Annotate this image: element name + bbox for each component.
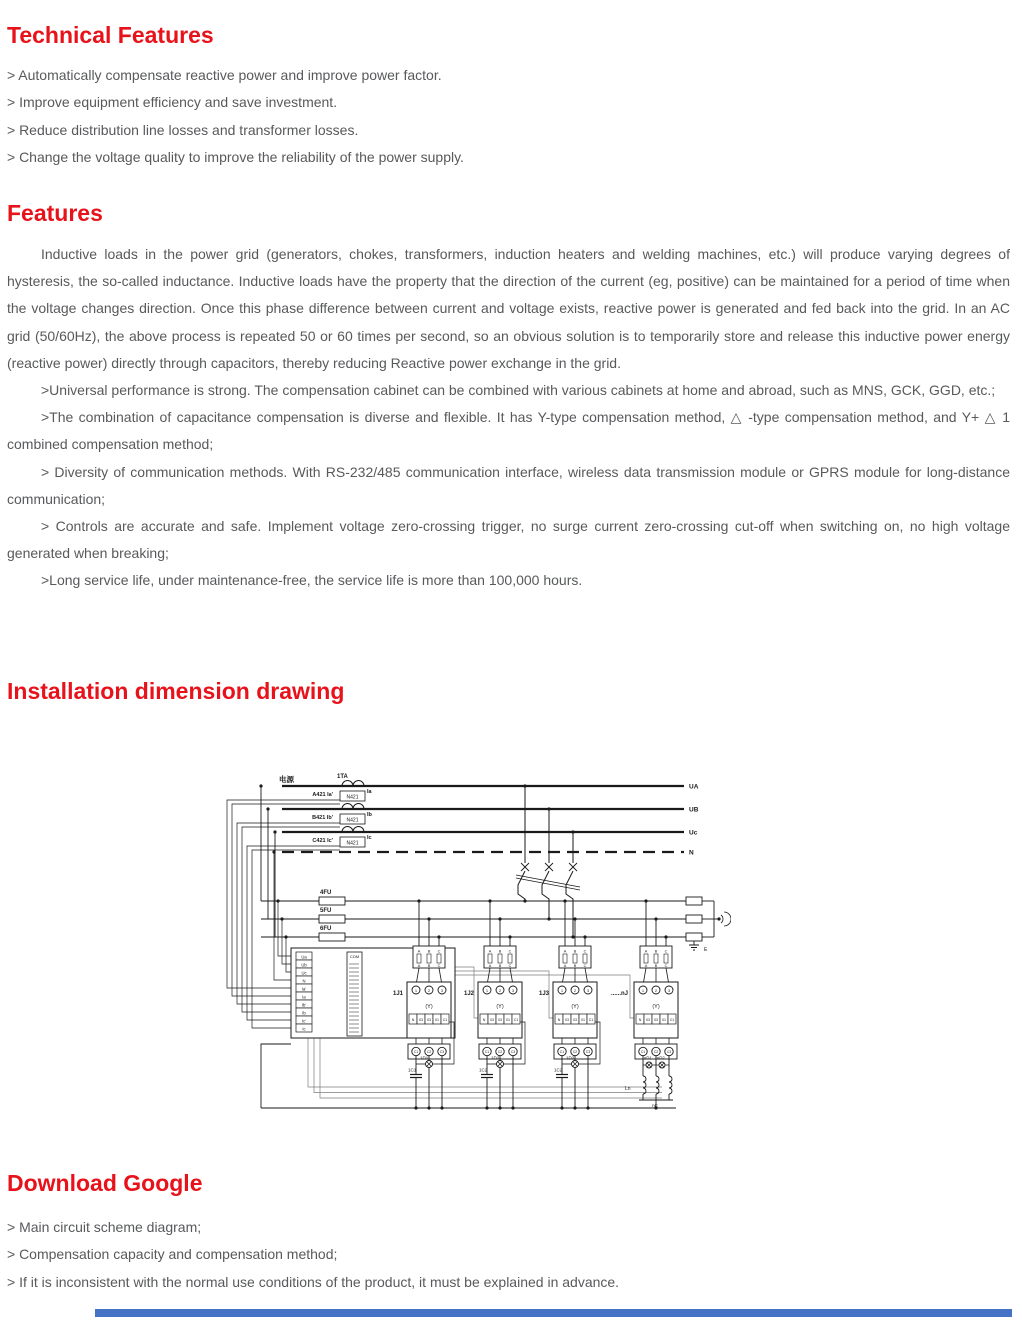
svg-text:01: 01	[581, 1018, 585, 1022]
diagram-geometry	[227, 781, 731, 1110]
svg-text:Ic: Ic	[302, 1026, 306, 1032]
controller-com-label: COM	[349, 954, 360, 959]
ct1-left-label: A421 Ia'	[312, 792, 333, 798]
svg-text:1: 1	[485, 987, 489, 993]
svg-text:1: 1	[560, 987, 564, 993]
branch-3	[539, 899, 600, 1109]
svg-text:B: B	[654, 964, 658, 968]
svg-text:N: N	[302, 978, 306, 984]
fuse-label-4fu: 4FU	[320, 890, 332, 896]
diagram-static-labels	[279, 774, 708, 959]
svg-text:C: C	[664, 964, 668, 968]
svg-text:A: A	[488, 949, 492, 954]
svg-text:2: 2	[498, 987, 502, 993]
svg-text:C: C	[583, 949, 587, 954]
fuse-label-5fu: 5FU	[320, 908, 332, 914]
svg-text:(Y): (Y)	[496, 1004, 504, 1010]
svg-text:B: B	[498, 949, 502, 954]
svg-text:nD1: nD1	[644, 1055, 652, 1061]
branch-4	[611, 899, 678, 1109]
svg-text:1J1: 1J1	[392, 991, 403, 997]
svg-text:1D2: 1D2	[566, 1055, 575, 1061]
svg-text:B: B	[573, 964, 577, 968]
svg-text:03: 03	[654, 1018, 658, 1022]
download-bullets	[7, 1214, 1010, 1296]
svg-text:Ib: Ib	[302, 1010, 306, 1016]
svg-text:1D1: 1D1	[420, 1055, 429, 1061]
svg-text:N: N	[638, 1018, 642, 1022]
svg-text:C: C	[508, 964, 512, 968]
svg-text:01: 01	[506, 1018, 510, 1022]
svg-text:Uc: Uc	[301, 970, 307, 976]
ct-group-label: 1TA	[337, 774, 348, 780]
bullet-line: > Reduce distribution line losses and transformer losses.	[7, 121, 359, 138]
svg-text:A: A	[417, 949, 421, 954]
footer-accent-bar	[95, 1309, 1012, 1317]
svg-text:B: B	[427, 949, 431, 954]
bullet-line: > Automatically compensate reactive power and improve power factor.	[7, 67, 442, 83]
svg-text:B: B	[498, 964, 502, 968]
svg-text:B: B	[427, 964, 431, 968]
svg-text:(Y): (Y)	[652, 1004, 660, 1010]
ground-label: E	[704, 947, 708, 953]
svg-text:3: 3	[511, 987, 515, 993]
svg-text:C3: C3	[666, 1050, 672, 1054]
paragraph: > Controls are accurate and safe. Implement voltage zero-crossing trigger, no surge current zero-crossing cut-off when switching on, no high voltage generated when breaking;	[7, 518, 1010, 562]
svg-text:1C1: 1C1	[408, 1067, 417, 1073]
bullet-line: > Improve equipment efficiency and save investment.	[7, 94, 338, 111]
svg-text:03: 03	[498, 1018, 502, 1022]
bullet-line: > Compensation capacity and compensation method;	[7, 1246, 338, 1263]
bus-label-ub: UB	[689, 806, 699, 814]
svg-text:C1: C1	[640, 1050, 646, 1054]
features-heading: Features	[7, 200, 103, 226]
svg-text:03: 03	[565, 1018, 569, 1022]
svg-text:N: N	[411, 1018, 415, 1022]
svg-text:C1: C1	[442, 1018, 448, 1022]
svg-text:Ia: Ia	[302, 994, 306, 1000]
branch-2	[464, 899, 525, 1109]
installation-wiring-diagram	[216, 756, 731, 1122]
svg-text:2: 2	[573, 987, 577, 993]
svg-text:C1: C1	[669, 1018, 675, 1022]
svg-text:nC: nC	[652, 1103, 658, 1108]
svg-text:C: C	[508, 949, 512, 954]
svg-text:03: 03	[490, 1018, 494, 1022]
svg-text:1J3: 1J3	[538, 991, 549, 997]
svg-text:(Y): (Y)	[571, 1004, 579, 1010]
svg-text:C: C	[437, 949, 441, 954]
bullet-line: > Change the voltage quality to improve the reliability of the power supply.	[7, 149, 464, 166]
svg-text:C3: C3	[510, 1050, 516, 1054]
technical-features-bullets	[7, 62, 1010, 172]
svg-text:A: A	[488, 964, 492, 968]
svg-text:Ic': Ic'	[301, 1018, 307, 1024]
wiring-diagram-svg	[216, 756, 731, 1122]
svg-text:01: 01	[662, 1018, 666, 1022]
svg-text:A: A	[563, 949, 567, 954]
features-paragraphs	[7, 241, 1010, 595]
svg-text:nD2: nD2	[657, 1055, 665, 1061]
svg-text:3: 3	[667, 987, 671, 993]
bus-label-n: N	[689, 849, 694, 857]
ct2-left-label: B421 Ib'	[312, 815, 333, 821]
svg-text:C1: C1	[484, 1050, 490, 1054]
svg-text:1C2: 1C2	[479, 1067, 488, 1073]
svg-text:1J2: 1J2	[463, 991, 474, 997]
svg-text:A: A	[417, 964, 421, 968]
ct1-right-label: Ia	[367, 789, 372, 795]
bus-label-ua: UA	[689, 783, 699, 791]
ct1-box-label: N421	[346, 794, 359, 801]
svg-text:C2: C2	[497, 1050, 503, 1054]
bullet-line: > Main circuit scheme diagram;	[7, 1219, 202, 1235]
paragraph: >Universal performance is strong. The compensation cabinet can be combined with various cabinets at home and abroad, such as MNS, GCK, GGD, etc.;	[41, 382, 996, 399]
svg-text:A: A	[563, 964, 567, 968]
fuse-label-6fu: 6FU	[320, 926, 332, 932]
svg-text:B: B	[654, 949, 658, 954]
svg-text:2: 2	[654, 987, 658, 993]
paragraph: >The combination of capacitance compensation is diverse and flexible. It has Y-type compensation method, △ -type compensation method, and Y+ △ 1 combined compensation method;	[7, 409, 1010, 453]
svg-text:03: 03	[646, 1018, 650, 1022]
bus-label-uc: Uc	[689, 829, 698, 837]
svg-text:03: 03	[573, 1018, 577, 1022]
svg-text:C1: C1	[588, 1018, 594, 1022]
bullet-line: > If it is inconsistent with the normal use conditions of the product, it must be explained in advance.	[7, 1273, 620, 1290]
svg-text:1D2: 1D2	[491, 1055, 500, 1061]
svg-text:Ia': Ia'	[301, 986, 307, 992]
svg-text:N: N	[482, 1018, 486, 1022]
svg-text:1: 1	[641, 987, 645, 993]
svg-text:B: B	[573, 949, 577, 954]
paragraph: >Long service life, under maintenance-free, the service life is more than 100,000 hours.	[41, 572, 583, 589]
svg-text:C2: C2	[653, 1050, 659, 1054]
svg-text:Ln: Ln	[625, 1086, 631, 1092]
svg-text:1C2: 1C2	[554, 1067, 563, 1073]
svg-text:01: 01	[435, 1018, 439, 1022]
paragraph: > Diversity of communication methods. With RS-232/485 communication interface, wireless data transmission module or GPRS module for long-distance communication;	[7, 463, 1010, 507]
ct2-right-label: Ib	[367, 812, 372, 818]
ct3-box-label: N421	[346, 840, 359, 847]
power-source-label: 电源	[279, 775, 294, 784]
svg-text:C: C	[583, 964, 587, 968]
svg-text:Ua: Ua	[301, 954, 307, 960]
svg-text:C1: C1	[413, 1050, 419, 1054]
svg-text:3: 3	[440, 987, 444, 993]
svg-text:1: 1	[414, 987, 418, 993]
svg-text:3: 3	[586, 987, 590, 993]
installation-heading: Installation dimension drawing	[7, 678, 345, 704]
svg-text:N: N	[557, 1018, 561, 1022]
svg-text:03: 03	[427, 1018, 431, 1022]
ct2-box-label: N421	[346, 817, 359, 824]
svg-text:C: C	[664, 949, 668, 954]
svg-text:A: A	[644, 949, 648, 954]
svg-text:C3: C3	[439, 1050, 445, 1054]
svg-text:Ib': Ib'	[301, 1002, 307, 1008]
svg-text:C: C	[437, 964, 441, 968]
ct3-left-label: C421 Ic'	[312, 838, 333, 844]
svg-text:(Y): (Y)	[425, 1004, 433, 1010]
svg-text:Ub: Ub	[301, 962, 307, 968]
svg-text:C1: C1	[513, 1018, 519, 1022]
technical-features-heading: Technical Features	[7, 22, 214, 48]
paragraph: Inductive loads in the power grid (generators, chokes, transformers, induction heaters and welding machines, etc.) will produce varying degrees of hysteresis, the so-called inductance. Inductive loads have the property that the direction of the current (eg, positive) can be maintained for a period of time when the voltage changes direction. Once this phase difference between current and voltage exists, reactive power is generated and fed back into the grid. In an AC grid (50/60Hz), the above process is repeated 50 or 60 times per second, so an obvious solution is to temporarily store and release this inductive power energy (reactive power) directly through capacitors, thereby reducing Reactive power exchange in the grid.	[7, 246, 1010, 371]
svg-text:......nJ: ......nJ	[610, 991, 628, 997]
svg-text:03: 03	[419, 1018, 423, 1022]
svg-text:C2: C2	[426, 1050, 432, 1054]
ct3-right-label: Ic	[367, 835, 372, 841]
svg-text:A: A	[644, 964, 648, 968]
svg-text:2: 2	[427, 987, 431, 993]
download-heading: Download Google	[7, 1170, 203, 1196]
svg-text:C3: C3	[585, 1050, 591, 1054]
svg-text:C2: C2	[572, 1050, 578, 1054]
svg-text:C1: C1	[559, 1050, 565, 1054]
